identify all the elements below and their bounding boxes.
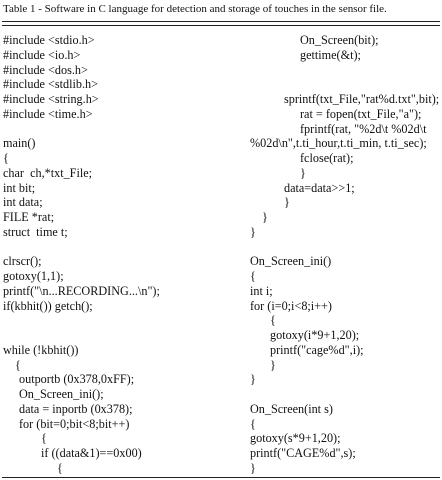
code-line: #include <time.h> — [3, 106, 93, 121]
code-line: } — [250, 460, 256, 475]
code-line: clrscr(); — [3, 254, 42, 269]
code-line: FILE *rat; — [3, 210, 55, 224]
code-line: fprintf(rat, "%2d\t %02d\t — [300, 121, 427, 136]
code-line: %02d\n",t.ti_hour,t.ti_min, t.ti_sec); — [250, 136, 427, 151]
bottom-rule — [2, 477, 440, 478]
code-line: { — [250, 416, 256, 431]
code-line: { — [3, 151, 9, 165]
code-line: fclose(rat); — [300, 151, 354, 165]
code-line: #include <io.h> — [3, 47, 81, 62]
table-caption: Table 1 - Software in C language for detection and storage of touches in the sensor file. — [3, 3, 387, 15]
code-line: On_Screen(bit); — [300, 33, 379, 47]
code-line: { — [250, 269, 256, 283]
code-line: gettime(&t); — [300, 47, 361, 62]
code-line: #include <stdlib.h> — [3, 77, 98, 92]
code-line: main() — [3, 136, 36, 151]
code-line: } — [250, 224, 256, 239]
code-line: { — [57, 460, 63, 475]
code-line: sprintf(txt_File,"rat%d.txt",bit); — [284, 92, 440, 106]
code-line: } — [250, 372, 256, 387]
code-line: On_Screen_ini() — [250, 254, 332, 269]
code-line: for (i=0;i<8;i++) — [250, 298, 332, 313]
code-line: { — [270, 313, 276, 328]
code-line: int bit; — [3, 180, 36, 195]
code-line: } — [300, 165, 306, 180]
code-line: On_Screen(int s) — [250, 401, 333, 416]
code-line: rat = fopen(txt_File,"a"); — [300, 106, 422, 121]
code-line: #include <stdio.h> — [3, 33, 95, 47]
code-line: gotoxy(i*9+1,20); — [270, 328, 360, 342]
code-line: if(kbhit()) getch(); — [3, 298, 93, 313]
code-line: On_Screen_ini(); — [19, 387, 104, 401]
code-line: } — [270, 357, 276, 372]
code-line: gotoxy(s*9+1,20); — [250, 431, 341, 446]
code-line: printf("\n...RECORDING...\n"); — [3, 283, 160, 298]
code-line: struct time t; — [3, 224, 68, 239]
code-line: data=data>>1; — [284, 180, 355, 195]
header-rule — [2, 25, 440, 26]
code-line: printf("cage%d",i); — [270, 342, 364, 357]
code-line: if ((data&1)==0x00) — [41, 446, 142, 460]
code-line: { — [41, 431, 47, 446]
code-line: outportb (0x378,0xFF); — [19, 372, 135, 387]
top-rule — [2, 21, 440, 22]
code-line: { — [15, 357, 21, 372]
code-line: #include <string.h> — [3, 92, 99, 106]
code-line: printf("CAGE%d",s); — [250, 446, 356, 460]
code-line: gotoxy(1,1); — [3, 269, 64, 283]
code-line: int data; — [3, 195, 43, 210]
code-line: for (bit=0;bit<8;bit++) — [19, 416, 130, 431]
code-line: int i; — [250, 283, 273, 298]
code-line: } — [262, 210, 268, 224]
code-line: #include <dos.h> — [3, 62, 88, 77]
code-line: char ch,*txt_File; — [3, 165, 93, 180]
code-line: } — [284, 195, 290, 210]
code-line: data = inportb (0x378); — [19, 401, 133, 416]
code-line: while (!kbhit()) — [3, 342, 79, 357]
